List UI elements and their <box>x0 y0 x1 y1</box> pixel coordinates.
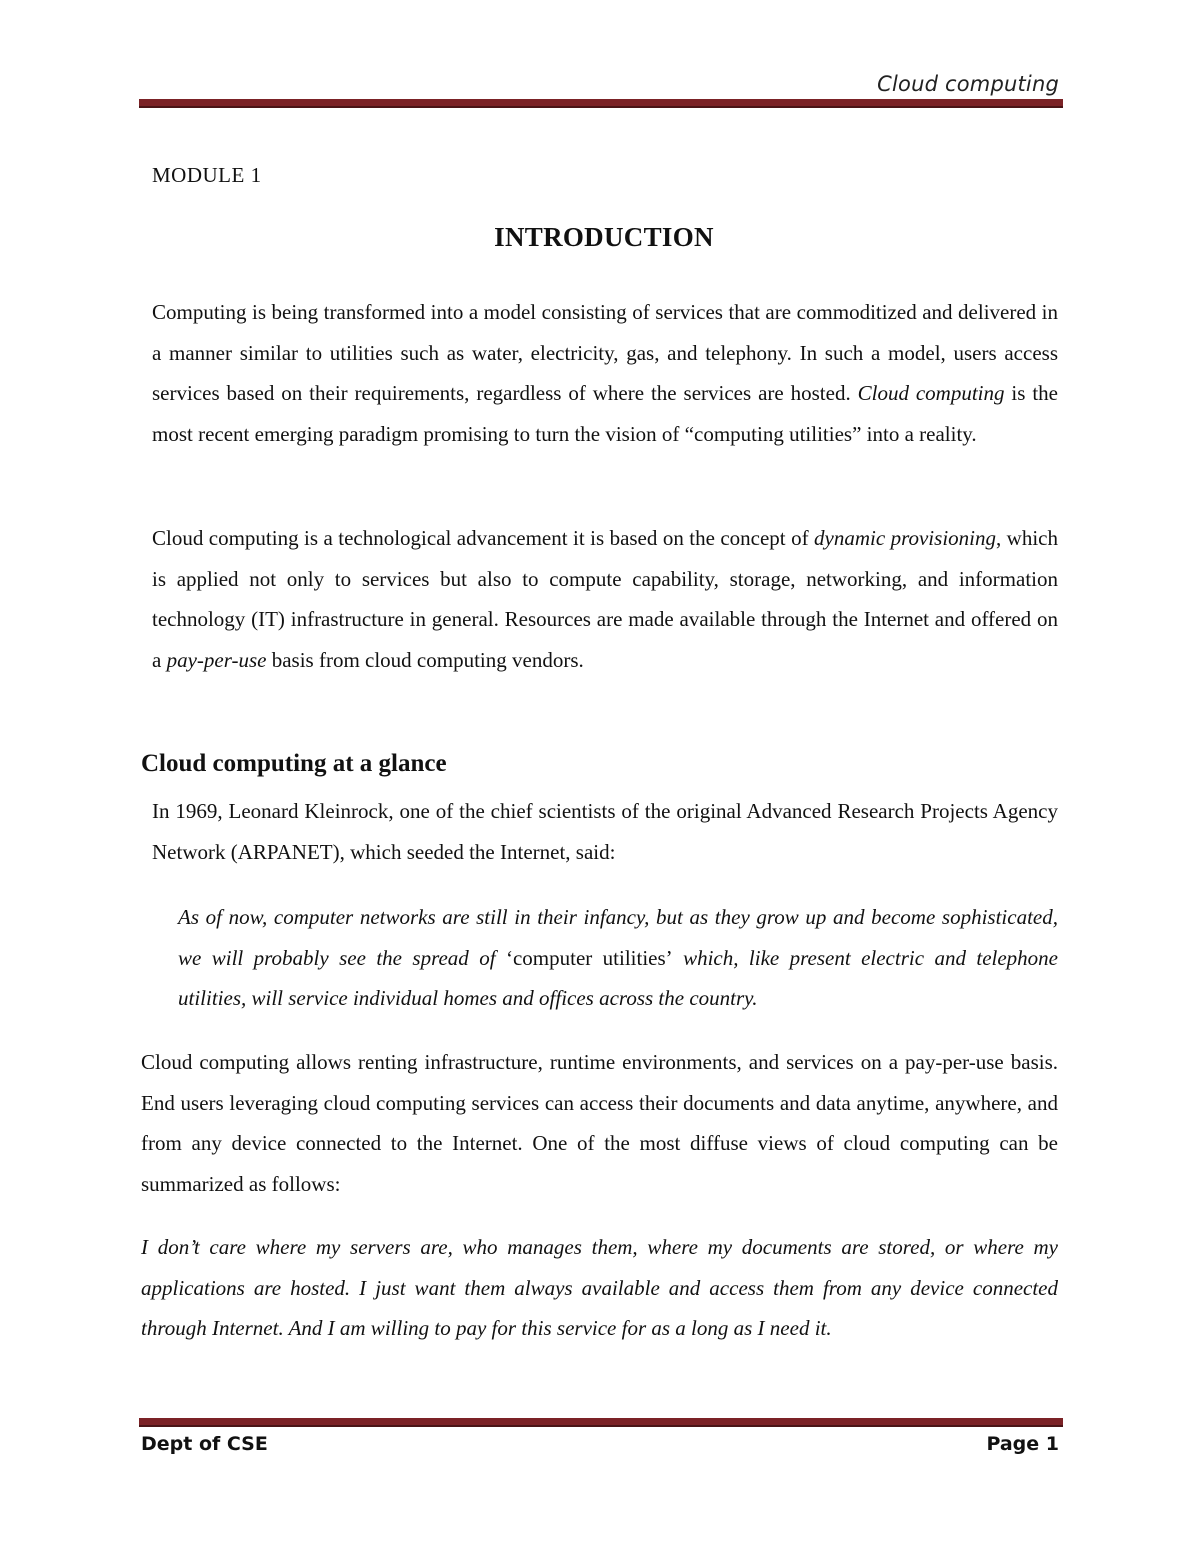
footer-rule <box>139 1418 1063 1427</box>
intro-paragraph-2-text-b: , which is applied not only to services but also to compute capability, storage, networking, and information technology (IT) infrastructure in general. Resources are made available through the Internet and offered on a <box>152 526 1058 672</box>
intro-paragraph-1-emphasis: Cloud computing <box>857 381 1005 405</box>
section-heading: Cloud computing at a glance <box>141 750 447 777</box>
renting-paragraph: Cloud computing allows renting infrastructure, runtime environments, and services on a pay-per-use basis. End users leveraging cloud computing services can access their documents and data anytime, anywhere, and from any device connected to the Internet. One of the most diffuse views of cloud computing can be summarized as follows: <box>141 1050 1058 1196</box>
footer-department: Dept of CSE <box>141 1433 268 1455</box>
main-heading: INTRODUCTION <box>494 222 714 252</box>
kleinrock-quote <box>178 897 1058 1019</box>
intro-paragraph-2-text-a: Cloud computing is a technological advancement it is based on the concept of <box>152 526 815 550</box>
kleinrock-quote-text-a: As of now, computer networks are still in their infancy, but as they grow up and become sophisticated, we will probably see the spread of <box>178 905 1058 970</box>
kleinrock-quote-plain: ‘computer utilities’ <box>505 945 673 970</box>
intro-paragraph-2-text-c: basis from cloud computing vendors. <box>266 647 584 672</box>
intro-paragraph-1-text-b: is the most recent emerging paradigm promising to turn the vision of “computing utilities” into a reality. <box>152 381 1058 446</box>
module-label: MODULE 1 <box>152 163 262 187</box>
footer-page-number: Page 1 <box>986 1433 1059 1455</box>
kleinrock-quote-text-b: which, like present electric and telephone utilities, will service individual homes and offices across the country. <box>178 945 1058 1010</box>
header-rule <box>139 99 1063 108</box>
intro-paragraph-2-emphasis-b: pay-per-use <box>166 647 267 672</box>
user-view-quote: I don’t care where my servers are, who manages them, where my documents are stored, or where my applications are hosted. I just want them always available and access them from any device connected through Internet. And I am willing to pay for this service for as a long as I need it. <box>141 1235 1058 1340</box>
intro-paragraph-2-emphasis-a: dynamic provisioning <box>814 526 996 550</box>
header-title: Cloud computing <box>877 72 1059 96</box>
kleinrock-paragraph: In 1969, Leonard Kleinrock, one of the chief scientists of the original Advanced Research Projects Agency Network (ARPANET), which seeded the Internet, said: <box>152 799 1058 864</box>
intro-paragraph-1 <box>152 292 1058 454</box>
intro-paragraph-1-text-a: Computing is being transformed into a model consisting of services that are commoditized and delivered in a manner similar to utilities such as water, electricity, gas, and telephony. In such a model, users access services based on their requirements, regardless of where the services are hosted. <box>152 300 1058 405</box>
intro-paragraph-2 <box>152 518 1058 680</box>
